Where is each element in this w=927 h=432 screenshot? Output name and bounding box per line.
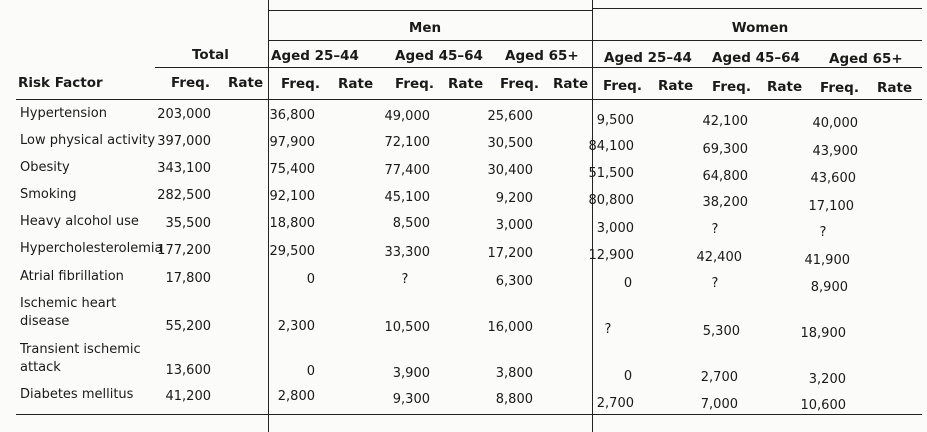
sub-header-men-45-64: Aged 45–64 [395, 48, 483, 64]
cell-total-freq: 203,000 [157, 107, 211, 122]
group-header-women: Women [731, 20, 789, 36]
cell-men-65-freq: 3,800 [495, 366, 533, 381]
group-rule-men [268, 40, 592, 41]
group-rule-women [592, 40, 922, 41]
cell-men-65-freq: 17,200 [487, 246, 533, 261]
cell-total-freq: 282,500 [157, 188, 211, 203]
cell-men-45-64-freq: 77,400 [384, 163, 430, 178]
column-label-w2-freq: Freq. [712, 79, 751, 95]
cell-women-25-44-freq: 0 [623, 369, 633, 384]
column-label-m1-rate: Rate [338, 76, 374, 92]
cell-men-45-64-freq: 33,300 [384, 245, 430, 260]
cell-men-65-freq: 3,000 [495, 218, 533, 233]
cell-total-freq: 177,200 [157, 243, 211, 258]
cell-men-45-64-freq: 72,100 [384, 135, 430, 150]
cell-women-45-64-freq: ? [711, 276, 719, 291]
cell-men-65-freq: 30,400 [487, 163, 533, 178]
cell-total-freq: 343,100 [157, 161, 211, 176]
row-label-diabetes-mellitus: Diabetes mellitus [20, 387, 134, 402]
cell-women-65-freq: 8,900 [810, 280, 848, 295]
cell-men-25-44-freq: 2,800 [277, 389, 315, 404]
cell-women-45-64-freq: 38,200 [702, 195, 748, 210]
column-label-m2-freq: Freq. [395, 76, 434, 92]
column-label-m2-rate: Rate [448, 76, 484, 92]
column-label-w1-rate: Rate [658, 78, 694, 94]
cell-total-freq: 397,000 [157, 134, 211, 149]
cell-women-65-freq: 41,900 [804, 253, 850, 268]
sub-header-women-25-44: Aged 25–44 [604, 50, 692, 66]
column-label-total-rate: Rate [228, 75, 264, 91]
cell-women-45-64-freq: 2,700 [700, 370, 738, 385]
row-label-obesity: Obesity [20, 160, 70, 175]
cell-men-45-64-freq: ? [401, 272, 409, 287]
row-label-transient-ischemic-attack-line2: attack [20, 360, 61, 375]
top-rule-men [268, 10, 592, 11]
sub-header-total: Total [192, 47, 229, 63]
cell-total-freq: 55,200 [165, 319, 211, 334]
cell-men-25-44-freq: 0 [306, 364, 315, 379]
top-rule-women [592, 8, 922, 9]
sub-header-men-65: Aged 65+ [505, 48, 579, 64]
cell-women-25-44-freq: 0 [623, 276, 633, 291]
cell-women-65-freq: 18,900 [800, 326, 846, 341]
row-label-low-physical-activity: Low physical activity [20, 133, 156, 148]
column-label-w2-rate: Rate [767, 79, 803, 95]
cell-men-45-64-freq: 8,500 [392, 216, 430, 231]
column-label-m3-freq: Freq. [500, 76, 539, 92]
cell-women-65-freq: 10,600 [800, 398, 846, 413]
cell-men-65-freq: 16,000 [487, 320, 533, 335]
cell-women-25-44-freq: 12,900 [588, 248, 634, 263]
cell-women-25-44-freq: 80,800 [588, 193, 634, 208]
cell-men-25-44-freq: 29,500 [269, 244, 315, 259]
column-label-w3-freq: Freq. [820, 80, 859, 96]
cell-women-25-44-freq: ? [604, 322, 612, 337]
table-bottom-rule [16, 414, 922, 415]
row-label-ischemic-heart-disease-line2: disease [20, 314, 70, 329]
cell-women-65-freq: 17,100 [808, 199, 854, 214]
cell-women-65-freq: 3,200 [808, 372, 846, 387]
cell-men-65-freq: 6,300 [495, 274, 533, 289]
cell-women-65-freq: ? [819, 225, 827, 240]
cell-men-65-freq: 8,800 [495, 392, 533, 407]
cell-men-25-44-freq: 97,900 [269, 135, 315, 150]
cell-women-25-44-freq: 84,100 [588, 139, 634, 154]
cell-women-45-64-freq: 7,000 [700, 397, 738, 412]
sub-header-women-45-64: Aged 45–64 [712, 50, 800, 66]
cell-women-65-freq: 43,900 [812, 144, 858, 159]
column-label-risk-factor: Risk Factor [18, 75, 103, 91]
divider-men-women [592, 0, 593, 432]
row-label-hypercholesterolemia: Hypercholesterolemia [20, 241, 163, 256]
cell-men-65-freq: 25,600 [487, 109, 533, 124]
group-header-men: Men [408, 20, 442, 36]
cell-men-45-64-freq: 9,300 [392, 392, 430, 407]
cell-women-25-44-freq: 9,500 [596, 113, 634, 128]
cell-women-45-64-freq: 42,100 [702, 114, 748, 129]
cell-total-freq: 13,600 [165, 363, 211, 378]
column-label-w1-freq: Freq. [603, 78, 642, 94]
cell-men-25-44-freq: 0 [306, 272, 315, 287]
cell-men-65-freq: 30,500 [487, 136, 533, 151]
sub-header-women-65: Aged 65+ [829, 51, 903, 67]
column-label-m1-freq: Freq. [281, 76, 320, 92]
cell-total-freq: 17,800 [165, 271, 211, 286]
sub-header-men-25-44: Aged 25–44 [271, 48, 359, 64]
cell-women-65-freq: 43,600 [810, 171, 856, 186]
row-label-smoking: Smoking [20, 187, 77, 202]
cell-women-45-64-freq: 42,400 [696, 250, 742, 265]
cell-men-25-44-freq: 2,300 [277, 319, 315, 334]
row-label-atrial-fibrillation: Atrial fibrillation [20, 269, 124, 284]
cell-men-45-64-freq: 45,100 [384, 190, 430, 205]
column-label-m3-rate: Rate [553, 76, 589, 92]
subheader-rule [155, 67, 922, 68]
column-label-total-freq: Freq. [171, 75, 210, 91]
cell-total-freq: 41,200 [165, 389, 211, 404]
cell-women-65-freq: 40,000 [812, 116, 858, 131]
cell-women-45-64-freq: 69,300 [702, 142, 748, 157]
row-label-transient-ischemic-attack-line1: Transient ischemic [20, 342, 141, 357]
cell-total-freq: 35,500 [165, 216, 211, 231]
cell-men-45-64-freq: 10,500 [384, 320, 430, 335]
cell-men-25-44-freq: 36,800 [269, 108, 315, 123]
cell-men-65-freq: 9,200 [495, 191, 533, 206]
header-bottom-rule [16, 99, 922, 100]
row-label-heavy-alcohol-use: Heavy alcohol use [20, 214, 139, 229]
cell-men-25-44-freq: 75,400 [269, 162, 315, 177]
cell-women-25-44-freq: 51,500 [588, 166, 634, 181]
cell-men-45-64-freq: 3,900 [392, 366, 430, 381]
cell-women-25-44-freq: 2,700 [596, 396, 634, 411]
row-label-ischemic-heart-disease-line1: Ischemic heart [20, 296, 117, 311]
row-label-hypertension: Hypertension [20, 106, 107, 121]
cell-women-45-64-freq: ? [711, 222, 719, 237]
column-label-w3-rate: Rate [877, 80, 913, 96]
cell-men-25-44-freq: 18,800 [269, 216, 315, 231]
cell-men-45-64-freq: 49,000 [384, 109, 430, 124]
cell-women-25-44-freq: 3,000 [596, 221, 634, 236]
cell-women-45-64-freq: 5,300 [702, 324, 740, 339]
cell-men-25-44-freq: 92,100 [269, 189, 315, 204]
cell-women-45-64-freq: 64,800 [702, 169, 748, 184]
